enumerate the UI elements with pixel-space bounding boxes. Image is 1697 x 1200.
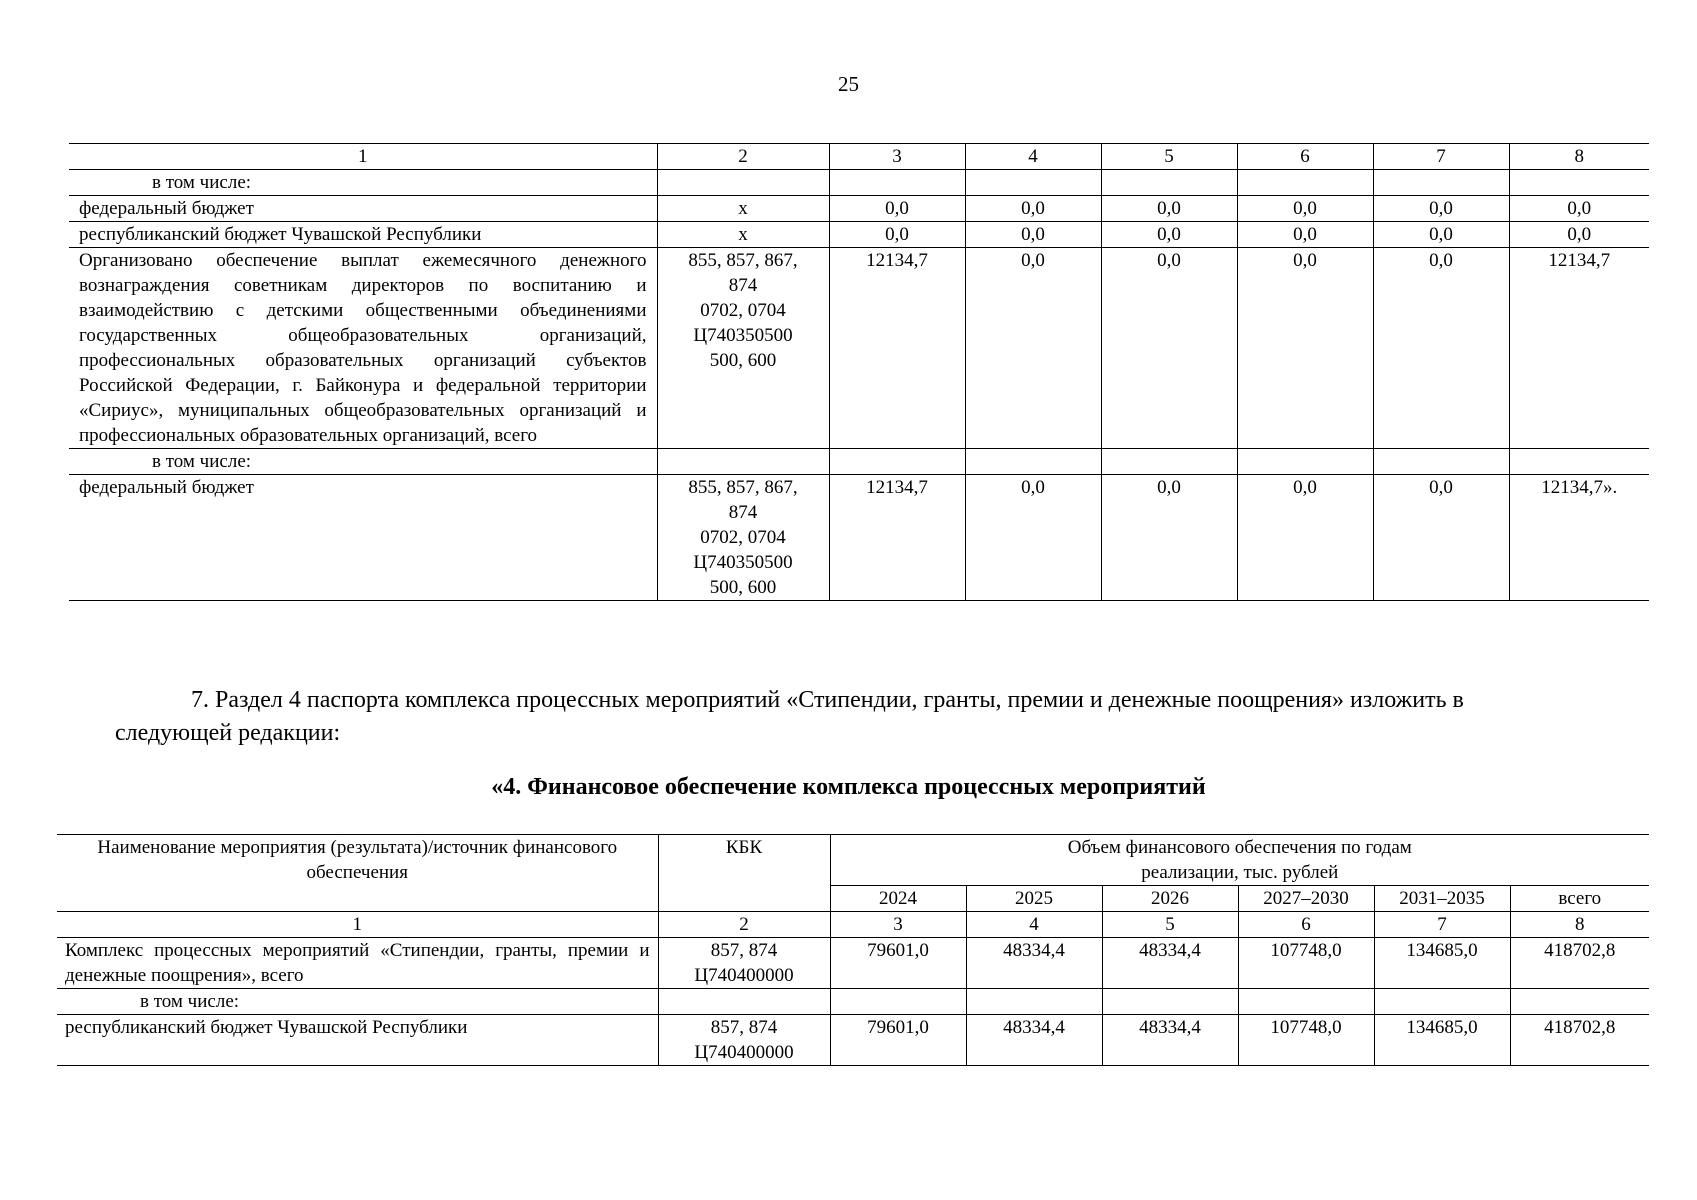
- year-header: 2031–2035: [1374, 886, 1510, 912]
- value-cell: 0,0: [965, 196, 1101, 222]
- value-cell: 48334,4: [1102, 1015, 1238, 1066]
- column-number: 5: [1102, 912, 1238, 938]
- column-number: 1: [69, 144, 657, 170]
- paragraph-line-1: 7. Раздел 4 паспорта комплекса процессных мероприятий «Стипендии, гранты, премии и денежные поощрения» изложить в: [191, 687, 1464, 713]
- value-cell: 0,0: [1237, 248, 1373, 449]
- column-number: 3: [830, 912, 966, 938]
- row-name: федеральный бюджет: [69, 196, 657, 222]
- value-cell: 48334,4: [1102, 938, 1238, 989]
- table-row: [57, 1015, 1649, 1066]
- year-header: всего: [1510, 886, 1649, 912]
- value-cell: [1510, 989, 1649, 1015]
- value-cell: 0,0: [1373, 475, 1509, 601]
- table-row: [57, 989, 1649, 1015]
- value-cell: 12134,7: [1509, 248, 1649, 449]
- table-row: [69, 196, 1649, 222]
- kbk-cell: [657, 475, 829, 601]
- kbk-line: 874: [728, 275, 758, 296]
- value-cell: [1237, 449, 1373, 475]
- kbk-line: Ц740350500: [693, 552, 793, 573]
- value-cell: 0,0: [1237, 222, 1373, 248]
- value-cell: 12134,7: [829, 475, 965, 601]
- value-cell: 0,0: [1373, 196, 1509, 222]
- value-cell: 134685,0: [1374, 938, 1510, 989]
- row-name: федеральный бюджет: [69, 475, 657, 601]
- paragraph-line-2: следующей редакции:: [115, 720, 341, 746]
- value-cell: 0,0: [1237, 196, 1373, 222]
- column-number: 8: [1510, 912, 1649, 938]
- year-header: 2027–2030: [1238, 886, 1374, 912]
- value-cell: [1237, 170, 1373, 196]
- column-number: 1: [57, 912, 658, 938]
- kbk-line: х: [738, 198, 748, 219]
- kbk-cell: [657, 222, 829, 248]
- table-row: [69, 449, 1649, 475]
- column-number: 3: [829, 144, 965, 170]
- column-number: 6: [1238, 912, 1374, 938]
- kbk-cell: [658, 989, 830, 1015]
- number-row: [57, 912, 1649, 938]
- value-cell: 0,0: [829, 196, 965, 222]
- value-cell: 0,0: [1373, 248, 1509, 449]
- value-cell: [965, 170, 1101, 196]
- kbk-line: 500, 600: [709, 577, 777, 598]
- value-cell: 12134,7: [829, 248, 965, 449]
- value-cell: 0,0: [1237, 475, 1373, 601]
- value-cell: 0,0: [1509, 222, 1649, 248]
- kbk-cell: [658, 1015, 830, 1066]
- financing-table: [57, 834, 1649, 1066]
- table-row: [69, 222, 1649, 248]
- year-header: 2025: [966, 886, 1102, 912]
- page-number: 25: [838, 72, 859, 96]
- continuation-table: [69, 143, 1649, 601]
- value-cell: 0,0: [965, 475, 1101, 601]
- value-cell: [829, 449, 965, 475]
- value-cell: [965, 449, 1101, 475]
- kbk-cell: [657, 449, 829, 475]
- value-cell: 107748,0: [1238, 1015, 1374, 1066]
- table-row: [69, 170, 1649, 196]
- value-cell: [1101, 449, 1237, 475]
- value-cell: [1101, 170, 1237, 196]
- value-cell: [1509, 170, 1649, 196]
- value-cell: 418702,8: [1510, 938, 1649, 989]
- value-cell: 0,0: [1101, 475, 1237, 601]
- row-name: республиканский бюджет Чувашской Республики: [69, 222, 657, 248]
- kbk-line: 500, 600: [709, 350, 777, 371]
- value-cell: [1374, 989, 1510, 1015]
- value-cell: [1102, 989, 1238, 1015]
- value-cell: 12134,7».: [1509, 475, 1649, 601]
- kbk-line: Ц740400000: [694, 1042, 794, 1063]
- column-header-kbk: КБК: [658, 835, 830, 912]
- header-row: [57, 835, 1649, 886]
- value-cell: 0,0: [965, 222, 1101, 248]
- value-cell: 79601,0: [830, 1015, 966, 1066]
- column-number: 4: [966, 912, 1102, 938]
- value-cell: [1373, 170, 1509, 196]
- kbk-cell: [657, 170, 829, 196]
- value-cell: 0,0: [1101, 222, 1237, 248]
- column-header-name: Наименование мероприятия (результата)/источник финансового обеспечения: [57, 835, 658, 912]
- kbk-cell: [657, 196, 829, 222]
- value-cell: 107748,0: [1238, 938, 1374, 989]
- kbk-line: 857, 874: [710, 1017, 778, 1038]
- row-name: Организовано обеспечение выплат ежемесячного денежного вознаграждения советникам директоров по воспитанию и взаимодействию с детскими общественными объединениями государственных общеобразовательных организаций, профессиональных образовательных организаций субъектов Российской Федерации, г. Байконура и федеральной территории «Сириус», муниципальных общеобразовательных организаций и профессиональных образовательных организаций, всего: [69, 248, 657, 449]
- table-row: [69, 475, 1649, 601]
- value-cell: 0,0: [1101, 196, 1237, 222]
- value-cell: 0,0: [1101, 248, 1237, 449]
- column-number: 6: [1237, 144, 1373, 170]
- kbk-line: 874: [728, 502, 758, 523]
- column-number: 7: [1374, 912, 1510, 938]
- column-number: 7: [1373, 144, 1509, 170]
- column-number-row: [69, 144, 1649, 170]
- row-name: Комплекс процессных мероприятий «Стипендии, гранты, премии и денежные поощрения», всего: [57, 938, 658, 989]
- instruction-paragraph: [115, 684, 1595, 750]
- value-cell: 79601,0: [830, 938, 966, 989]
- value-cell: 0,0: [965, 248, 1101, 449]
- column-number: 8: [1509, 144, 1649, 170]
- value-cell: 134685,0: [1374, 1015, 1510, 1066]
- section-heading: «4. Финансовое обеспечение комплекса процессных мероприятий: [491, 774, 1206, 800]
- column-number: 5: [1101, 144, 1237, 170]
- row-name: в том числе:: [69, 170, 657, 196]
- value-cell: [829, 170, 965, 196]
- kbk-cell: [657, 248, 829, 449]
- row-name: в том числе:: [69, 449, 657, 475]
- value-cell: 48334,4: [966, 1015, 1102, 1066]
- value-cell: 0,0: [829, 222, 965, 248]
- kbk-line: Ц740400000: [694, 965, 794, 986]
- kbk-line: 855, 857, 867,: [688, 477, 798, 498]
- value-cell: [830, 989, 966, 1015]
- value-cell: 0,0: [1509, 196, 1649, 222]
- value-cell: 0,0: [1373, 222, 1509, 248]
- year-header: 2024: [830, 886, 966, 912]
- row-name: республиканский бюджет Чувашской Республики: [57, 1015, 658, 1066]
- kbk-cell: [658, 938, 830, 989]
- value-cell: [966, 989, 1102, 1015]
- column-number: 2: [657, 144, 829, 170]
- value-cell: 418702,8: [1510, 1015, 1649, 1066]
- column-header-volume: Объем финансового обеспечения по годам реализации, тыс. рублей: [830, 835, 1649, 886]
- row-name: в том числе:: [57, 989, 658, 1015]
- kbk-line: х: [738, 224, 748, 245]
- kbk-line: 857, 874: [710, 940, 778, 961]
- table-row: [57, 938, 1649, 989]
- value-cell: 48334,4: [966, 938, 1102, 989]
- column-number: 2: [658, 912, 830, 938]
- year-header: 2026: [1102, 886, 1238, 912]
- kbk-line: 0702, 0704: [700, 527, 786, 548]
- value-cell: [1238, 989, 1374, 1015]
- value-cell: [1509, 449, 1649, 475]
- value-cell: [1373, 449, 1509, 475]
- kbk-line: 0702, 0704: [700, 300, 786, 321]
- column-number: 4: [965, 144, 1101, 170]
- kbk-line: Ц740350500: [693, 325, 793, 346]
- kbk-line: 855, 857, 867,: [688, 250, 798, 271]
- table-row: [69, 248, 1649, 449]
